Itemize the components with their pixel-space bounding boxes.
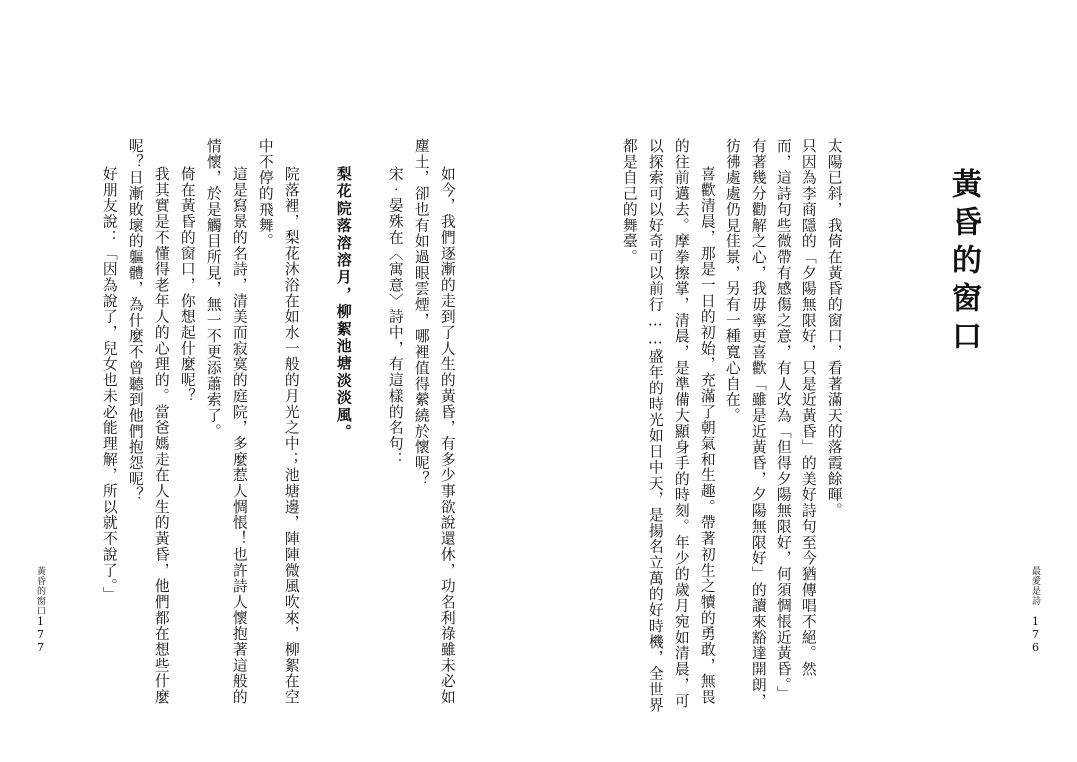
body-column: 太陽已斜，我倚在黃昏的窗口，看著滿天的落霞餘暉。 xyxy=(825,138,843,519)
body-column: 以探索可以好奇可以前行……盛年的時光如日中天，是揚名立萬的好時機，全世界 xyxy=(646,138,664,713)
body-column: 都是自己的舞臺。 xyxy=(620,138,638,265)
page-number: 176 xyxy=(1029,615,1042,654)
chapter-title: 黃昏的窗口 xyxy=(946,168,981,358)
body-column: 倚在黃昏的窗口，你想起什麼呢？ xyxy=(178,166,196,404)
body-column: 如今，我們逐漸的走到了人生的黃昏，有多少事欲說還休，功名利祿雖未必如 xyxy=(438,166,456,705)
body-column: 我其實是不懂得老年人的心理的。當爸媽走在人生的黃昏，他們都在想些什麼 xyxy=(152,166,170,705)
body-column: 塵土，卻也有如過眼雲煙，哪裡值得縈繞於懷呢？ xyxy=(412,138,430,487)
body-column: 這是寫景的名詩，清美而寂寞的庭院，多麼惹人惆悵！也許詩人懷抱著這般的 xyxy=(230,166,248,705)
body-column: 好朋友說：「因為說了，兒女也未必能理解，所以就不說了。」 xyxy=(100,166,118,603)
body-column: 有著幾分勸解之心，我毋寧更喜歡「雖是近黃昏，夕陽無限好」的讀來豁達開朗， xyxy=(749,138,767,709)
quoted-poem: 梨花院落溶溶月，柳絮池塘淡淡風。 xyxy=(334,166,352,442)
body-column: 的往前邁去。摩拳擦掌，清晨，是準備大顯身手的時刻。年少的歲月宛如清晨，可 xyxy=(672,138,690,709)
body-column: 宋‧晏殊在〈寓意〉詩中，有這樣的名句： xyxy=(386,166,404,468)
body-column: 呢？日漸敗壞的軀體，為什麼不曾聽到他們抱怨呢？ xyxy=(126,138,144,503)
body-column: 只因為李商隱的「夕陽無限好，只是近黃昏」的美好詩句至今猶傳唱不絕。然 xyxy=(799,138,817,677)
running-footer: 黃昏的窗口 xyxy=(35,566,45,616)
page-number: 177 xyxy=(34,615,47,654)
body-column: 而，這詩句些微帶有感傷之意，有人改為「但得夕陽無限好，何須惆悵近黃昏。」 xyxy=(774,138,792,702)
running-footer: 最愛是詩 xyxy=(1030,566,1040,606)
body-column: 喜歡清晨，那是一日的初始，充滿了朝氣和生趣。帶著初生之犢的勇敢，無畏 xyxy=(698,166,716,705)
body-column: 院落裡，梨花沐浴在如水一般的月光之中；池塘邊，陣陣微風吹來，柳絮在空 xyxy=(282,166,300,705)
body-column: 彷彿處處仍見佳景，另有一種寬心自在。 xyxy=(723,138,741,424)
body-column: 中不停的飛舞。 xyxy=(256,138,274,249)
body-column: 情懷，於是觸目所見，無一不更添蕭索了。 xyxy=(204,138,222,440)
